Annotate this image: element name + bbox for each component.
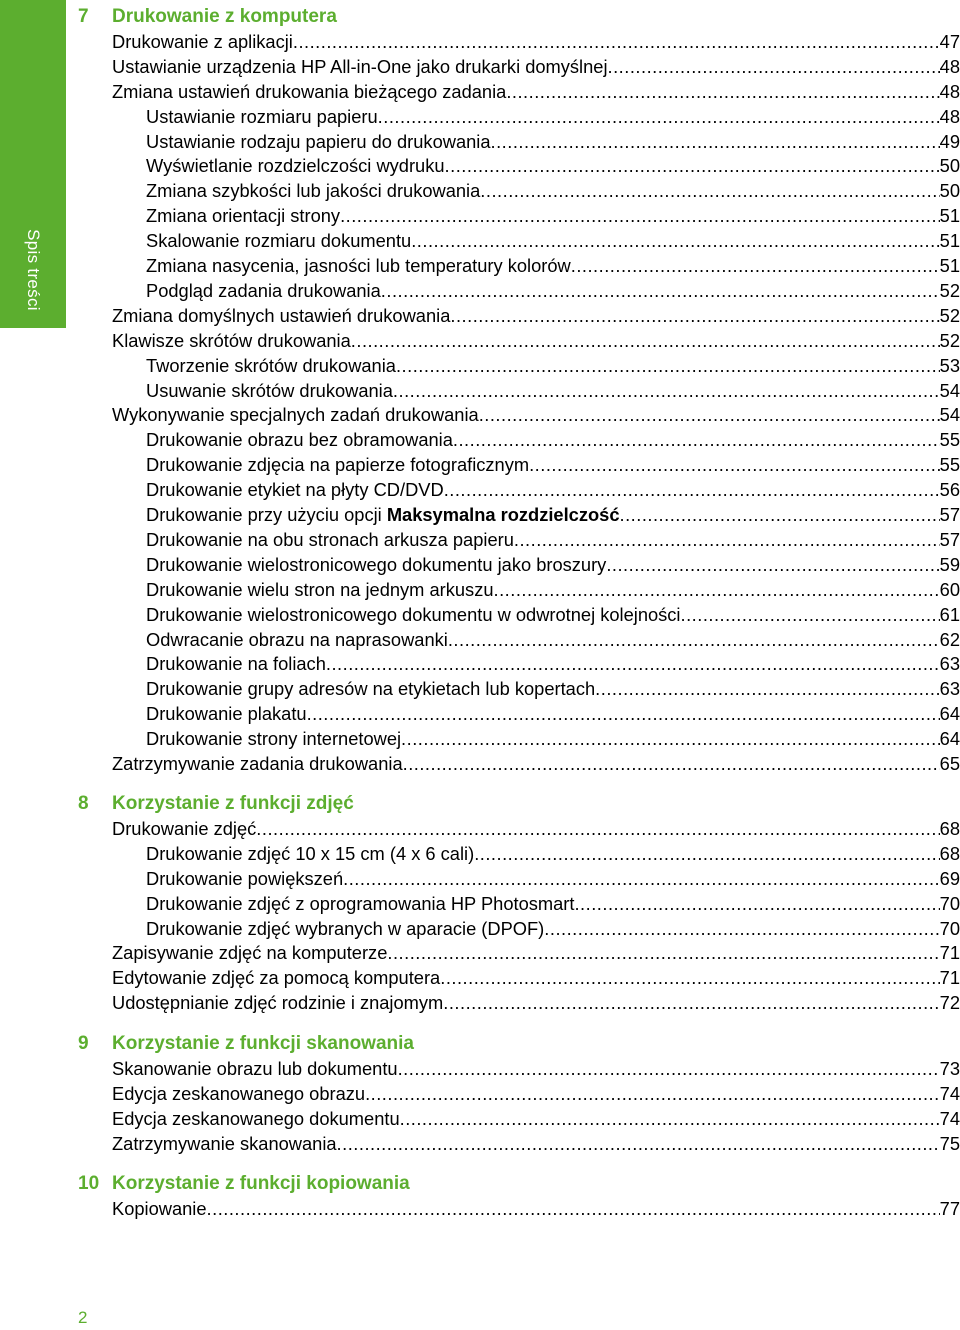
dot-leader — [491, 129, 940, 154]
toc-entry-label — [112, 54, 608, 79]
toc-entry-label — [112, 816, 256, 841]
toc-entry — [146, 228, 960, 253]
toc-entry-label — [146, 203, 340, 228]
toc-page-number: 72 — [939, 992, 960, 1014]
dot-leader — [571, 253, 940, 278]
toc-entry-label — [146, 676, 595, 701]
dot-leader — [378, 104, 940, 129]
dot-leader — [340, 203, 940, 228]
toc-entry-label — [146, 577, 494, 602]
toc-page-number: 77 — [939, 1197, 960, 1219]
toc-page-number: 71 — [939, 967, 960, 989]
chapter-number: 10 — [78, 1173, 100, 1194]
toc-page-number: 60 — [939, 578, 960, 600]
toc-entry-text: Drukowanie zdjęcia na papierze fotograficznym — [146, 454, 530, 476]
toc-page-number: 64 — [939, 703, 960, 725]
dot-leader — [351, 328, 940, 353]
dot-leader — [474, 841, 939, 866]
toc-entry-text: Ustawianie rodzaju papieru do drukowania — [146, 130, 491, 152]
toc-entry-label — [112, 965, 440, 990]
toc-entry-label — [112, 1056, 398, 1081]
toc-page-number: 54 — [939, 379, 960, 401]
toc-page-number: 73 — [939, 1057, 960, 1079]
toc-entry-text: Zatrzymywanie skanowania — [112, 1132, 337, 1154]
toc-entry-label — [112, 751, 403, 776]
toc-entry-text: Drukowanie na obu stronach arkusza papieru — [146, 528, 514, 550]
dot-leader — [393, 378, 940, 403]
chapter-heading — [78, 4, 960, 29]
toc-entry-label — [146, 651, 326, 676]
toc-entry-text: Drukowanie wielu stron na jednym arkuszu — [146, 578, 494, 600]
toc-page-number: 50 — [939, 180, 960, 202]
toc-page-number: 49 — [939, 130, 960, 152]
toc-page-number: 48 — [939, 105, 960, 127]
toc-page-number: 51 — [939, 255, 960, 276]
dot-leader — [387, 940, 939, 965]
toc-entry-text: Skanowanie obrazu lub dokumentu — [112, 1057, 398, 1079]
toc-page-number: 63 — [939, 678, 960, 700]
toc-entry — [112, 1131, 960, 1156]
dot-leader — [207, 1196, 940, 1221]
toc-entry-text: Drukowanie na foliach — [146, 653, 326, 675]
toc-entry-text: Podgląd zadania drukowania — [146, 279, 381, 301]
toc-page-number: 52 — [939, 279, 960, 301]
toc-entry-label — [146, 278, 381, 303]
toc-page-number: 71 — [939, 942, 960, 964]
chapter-title: Korzystanie z funkcji zdjęć — [112, 793, 354, 814]
dot-leader — [293, 29, 940, 54]
toc-entry — [146, 129, 960, 154]
side-tab-label: Spis treści — [24, 229, 43, 311]
toc-entry — [112, 303, 960, 328]
toc-entry-label — [112, 402, 479, 427]
toc-entry-text: Drukowanie etykiet na płyty CD/DVD — [146, 479, 444, 501]
dot-leader — [411, 228, 939, 253]
toc-entry-text: Edycja zeskanowanego obrazu — [112, 1082, 366, 1104]
toc-page-number: 61 — [939, 603, 960, 625]
toc-page-number: 70 — [939, 917, 960, 939]
dot-leader — [440, 965, 939, 990]
dot-leader — [574, 891, 939, 916]
toc-entry — [146, 278, 960, 303]
toc-entry-text: Drukowanie zdjęć — [112, 817, 257, 839]
toc-entry-label — [146, 866, 343, 891]
toc-entry-text: Drukowanie powiększeń — [146, 867, 344, 889]
dot-leader — [343, 866, 940, 891]
toc-entry-label — [112, 940, 387, 965]
toc-entry-text: Drukowanie wielostronicowego dokumentu jako broszury — [146, 553, 607, 575]
toc-page-number: 64 — [939, 728, 960, 750]
toc-entry — [146, 153, 960, 178]
toc-entry-text: Drukowanie obrazu bez obramowania — [146, 429, 453, 451]
toc-entry-text: Ustawianie rozmiaru papieru — [146, 105, 378, 127]
toc-page-number: 74 — [939, 1107, 960, 1129]
dot-leader — [403, 751, 940, 776]
dot-leader — [494, 577, 940, 602]
dot-leader — [400, 1106, 940, 1131]
toc-entry-text: Drukowanie plakatu — [146, 703, 307, 725]
dot-leader — [326, 651, 940, 676]
chapter-number: 8 — [78, 793, 89, 814]
toc-page-number: 63 — [939, 653, 960, 675]
toc-entry-text: Zapisywanie zdjęć na komputerze — [112, 942, 388, 964]
toc-entry-label — [146, 891, 574, 916]
toc-page-number: 51 — [939, 205, 960, 227]
chapter-title: Korzystanie z funkcji skanowania — [112, 1033, 414, 1054]
toc-page-number: 50 — [939, 155, 960, 177]
toc-entry — [146, 104, 960, 129]
toc-entry-label — [146, 129, 491, 154]
toc-entry-label — [112, 303, 450, 328]
toc-entry-text: Zmiana domyślnych ustawień drukowania — [112, 304, 451, 326]
toc-entry-label — [112, 1131, 337, 1156]
chapter-heading — [78, 1171, 960, 1196]
toc-page-number: 57 — [939, 528, 960, 550]
chapter-title: Korzystanie z funkcji kopiowania — [112, 1173, 410, 1194]
toc-entry — [146, 203, 960, 228]
toc-entry-label — [112, 1196, 207, 1221]
toc-entry — [112, 751, 960, 776]
toc-entry-label — [112, 990, 443, 1015]
dot-leader — [681, 602, 940, 627]
toc-page-number: 54 — [939, 404, 960, 426]
toc-entry — [146, 378, 960, 403]
toc-entry-text: Ustawianie urządzenia HP All-in-One jako drukarki domyślnej — [112, 55, 608, 77]
toc-entry — [112, 1081, 960, 1106]
toc-entry — [146, 651, 960, 676]
toc-entry-text: Drukowanie zdjęć 10 x 15 cm (4 x 6 cali) — [146, 842, 475, 864]
toc-entry — [146, 502, 960, 527]
toc-page-number: 59 — [939, 553, 960, 575]
dot-leader — [396, 353, 940, 378]
dot-leader — [443, 990, 939, 1015]
toc-page-number: 52 — [939, 329, 960, 351]
toc-entry-text: Klawisze skrótów drukowania — [112, 329, 351, 351]
toc-entry — [146, 627, 960, 652]
toc-entry-text: Zmiana orientacji strony — [146, 205, 341, 227]
toc-page-number: 68 — [939, 842, 960, 864]
toc-page-number: 48 — [939, 80, 960, 102]
toc-entry-text: Wyświetlanie rozdzielczości wydruku — [146, 155, 445, 177]
toc-page-number: 62 — [939, 628, 960, 650]
toc-entry — [112, 328, 960, 353]
dot-leader — [506, 79, 939, 104]
toc-page-number: 69 — [939, 867, 960, 889]
dot-leader — [448, 627, 940, 652]
toc-entry-label — [146, 153, 445, 178]
toc-entry-label — [146, 527, 514, 552]
toc-entry-label — [146, 602, 681, 627]
toc-entry-text: Udostępnianie zdjęć rodzinie i znajomym — [112, 992, 444, 1014]
toc-entry-label — [146, 726, 401, 751]
dot-leader — [544, 916, 939, 941]
toc-entry-label — [146, 253, 571, 278]
toc-entry — [146, 477, 960, 502]
side-tab — [0, 0, 66, 328]
toc-entry — [112, 816, 960, 841]
toc-entry — [146, 353, 960, 378]
toc-entry — [146, 527, 960, 552]
chapter-number: 9 — [78, 1033, 89, 1054]
toc-entry — [112, 1106, 960, 1131]
dot-leader — [445, 153, 940, 178]
dot-leader — [514, 527, 940, 552]
toc-entry — [146, 701, 960, 726]
toc-entry-label — [146, 104, 378, 129]
toc-entry-label — [146, 378, 393, 403]
toc-entry-text: Zmiana szybkości lub jakości drukowania — [146, 180, 481, 202]
toc-entry-label — [146, 353, 396, 378]
toc-entry-text: Tworzenie skrótów drukowania — [146, 354, 396, 376]
toc-entry — [146, 866, 960, 891]
dot-leader — [307, 701, 940, 726]
dot-leader — [453, 427, 940, 452]
dot-leader — [365, 1081, 940, 1106]
toc-page-number: 53 — [939, 354, 960, 376]
dot-leader — [620, 502, 940, 527]
toc-entry-text: Drukowanie wielostronicowego dokumentu w odwrotnej kolejności — [146, 603, 681, 625]
toc-page-number: 75 — [939, 1132, 960, 1154]
toc-entry-label — [146, 452, 529, 477]
dot-leader — [595, 676, 939, 701]
toc-entry-label — [112, 328, 351, 353]
toc-entry-label — [146, 916, 544, 941]
toc-entry — [146, 841, 960, 866]
toc-entry — [146, 602, 960, 627]
dot-leader — [444, 477, 940, 502]
chapter-heading — [78, 1031, 960, 1056]
toc-entry-label — [146, 701, 307, 726]
toc-page-number: 47 — [939, 30, 960, 52]
toc-entry-text: Zmiana nasycenia, jasności lub temperatury kolorów — [146, 255, 571, 276]
toc-entry — [146, 552, 960, 577]
toc-page-number: 70 — [939, 892, 960, 914]
toc-entry-text: Drukowanie zdjęć wybranych w aparacie (DPOF) — [146, 917, 545, 939]
toc-entry-text: Drukowanie grupy adresów na etykietach lub kopertach — [146, 678, 596, 700]
toc-entry — [112, 1196, 960, 1221]
dot-leader — [608, 54, 940, 79]
dot-leader — [256, 816, 939, 841]
toc-entry-label — [146, 178, 480, 203]
toc-page-number: 68 — [939, 817, 960, 839]
toc-entry — [146, 916, 960, 941]
toc-page-number: 65 — [939, 753, 960, 774]
dot-leader — [450, 303, 939, 328]
toc-page-number: 55 — [939, 454, 960, 476]
toc-entry-text: Usuwanie skrótów drukowania — [146, 379, 393, 401]
toc-entry-label — [146, 477, 444, 502]
dot-leader — [480, 178, 939, 203]
toc-entry — [146, 726, 960, 751]
toc-entry — [146, 452, 960, 477]
toc-entry — [112, 79, 960, 104]
toc-page-number: 74 — [939, 1082, 960, 1104]
chapter-number: 7 — [78, 6, 89, 27]
toc-page-number: 57 — [939, 504, 960, 525]
toc-entry-label — [146, 427, 453, 452]
toc-entry-text: Drukowanie przy użyciu opcji — [146, 504, 387, 525]
toc-entry — [146, 676, 960, 701]
toc-entry-label — [112, 1106, 400, 1131]
toc-entry-text: Skalowanie rozmiaru dokumentu — [146, 230, 412, 252]
chapter-title: Drukowanie z komputera — [112, 6, 337, 27]
toc-page-number: 51 — [939, 230, 960, 252]
dot-leader — [529, 452, 940, 477]
toc-entry-text: Kopiowanie — [112, 1197, 207, 1219]
toc-entry-bold-text: Maksymalna rozdzielczość — [386, 504, 620, 525]
toc-entry — [112, 940, 960, 965]
toc-entry-text: Drukowanie zdjęć z oprogramowania HP Photosmart — [146, 892, 575, 914]
toc-entry — [146, 178, 960, 203]
dot-leader — [606, 552, 939, 577]
toc-entry-label — [112, 29, 293, 54]
toc-entry-text: Odwracanie obrazu na naprasowanki — [146, 628, 448, 650]
toc-entry — [112, 54, 960, 79]
toc-entry-label — [146, 502, 620, 527]
toc-entry-text: Zatrzymywanie zadania drukowania — [112, 753, 403, 774]
dot-leader — [401, 726, 940, 751]
toc-entry-label — [112, 1081, 365, 1106]
toc-entry — [112, 990, 960, 1015]
dot-leader — [337, 1131, 940, 1156]
toc-entry-text: Drukowanie strony internetowej — [146, 728, 402, 750]
toc-entry-text: Edytowanie zdjęć za pomocą komputera — [112, 967, 441, 989]
toc-entry — [112, 1056, 960, 1081]
dot-leader — [479, 402, 940, 427]
toc-entry-label — [146, 627, 448, 652]
toc-entry — [112, 29, 960, 54]
dot-leader — [381, 278, 940, 303]
toc-entry-label — [146, 841, 474, 866]
toc-page-number: 52 — [939, 304, 960, 326]
toc-entry — [146, 577, 960, 602]
toc-entry — [146, 427, 960, 452]
toc-entry-text: Drukowanie z aplikacji — [112, 30, 293, 52]
toc-entry-text: Zmiana ustawień drukowania bieżącego zadania — [112, 80, 507, 102]
toc-entry — [146, 253, 960, 278]
toc-entry-text: Edycja zeskanowanego dokumentu — [112, 1107, 400, 1129]
toc-page-number: 48 — [939, 55, 960, 77]
chapter-heading — [78, 791, 960, 816]
toc-page-number: 56 — [939, 479, 960, 501]
toc-entry-label — [146, 552, 606, 577]
toc-entry-label — [146, 228, 411, 253]
toc-entry-text: Wykonywanie specjalnych zadań drukowania — [112, 404, 479, 426]
toc-entry-label — [112, 79, 506, 104]
toc-entry — [112, 402, 960, 427]
toc-entry — [112, 965, 960, 990]
page-number: 2 — [78, 1308, 88, 1327]
dot-leader — [398, 1056, 940, 1081]
toc-entry — [146, 891, 960, 916]
toc-page-number: 55 — [939, 429, 960, 451]
